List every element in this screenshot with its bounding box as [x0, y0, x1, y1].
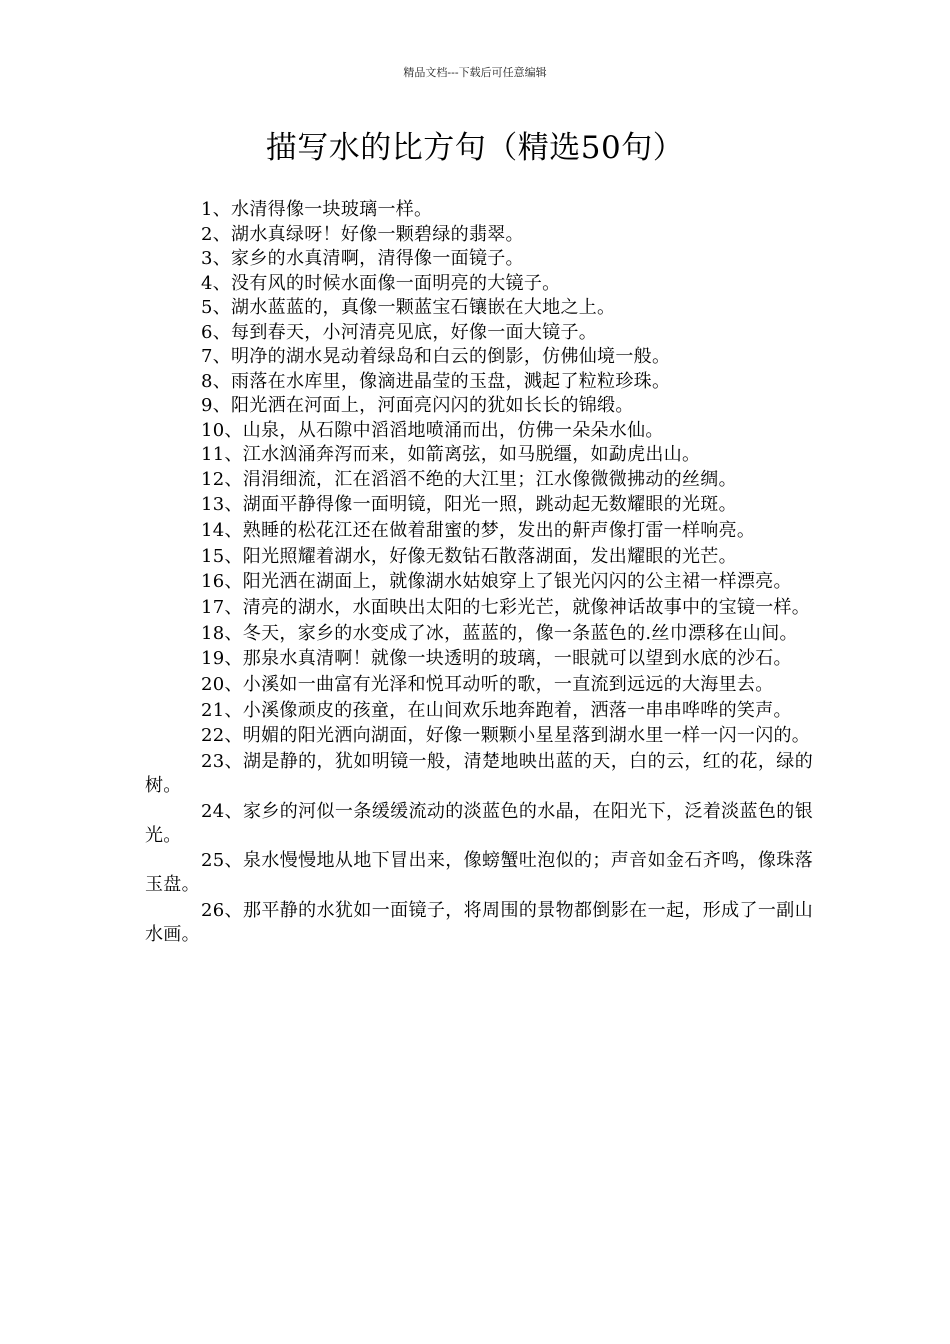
- sentence-item: 26、那平静的水犹如一面镜子，将周围的景物都倒影在一起，形成了一副山水画。: [145, 900, 813, 946]
- sentence-item: 7、明净的湖水晃动着绿岛和白云的倒影，仿佛仙境一般。: [201, 346, 671, 367]
- sentence-item: 17、清亮的湖水，水面映出太阳的七彩光芒，就像神话故事中的宝镜一样。: [201, 596, 811, 618]
- sentence-item: 12、涓涓细流，汇在滔滔不绝的大江里；江水像微微拂动的丝绸。: [201, 468, 737, 490]
- sentence-item: 18、冬天，家乡的水变成了冰，蓝蓝的，像一条蓝色的.丝巾漂移在山间。: [201, 622, 798, 644]
- sentence-item: 20、小溪如一曲富有光泽和悦耳动听的歌，一直流到远远的大海里去。: [201, 674, 774, 695]
- sentence-item: 23、湖是静的，犹如明镜一般，清楚地映出蓝的天，白的云，红的花，绿的树。: [145, 751, 813, 797]
- header-note: 精品文档---下载后可任意编辑: [403, 66, 547, 79]
- sentence-item: 5、湖水蓝蓝的，真像一颗蓝宝石镶嵌在大地之上。: [201, 297, 616, 318]
- sentence-list: [145, 198, 813, 949]
- sentence-item: 19、那泉水真清啊！就像一块透明的玻璃，一眼就可以望到水底的沙石。: [201, 648, 792, 670]
- sentence-item: 3、家乡的水真清啊，清得像一面镜子。: [201, 248, 524, 269]
- sentence-item: 14、熟睡的松花江还在做着甜蜜的梦，发出的鼾声像打雷一样响亮。: [201, 519, 756, 541]
- sentence-item: 22、明媚的阳光洒向湖面，好像一颗颗小星星落到湖水里一样一闪一闪的。: [201, 725, 811, 747]
- sentence-item: 25、泉水慢慢地从地下冒出来，像螃蟹吐泡似的；声音如金石齐鸣，像珠落玉盘。: [145, 850, 813, 896]
- sentence-item: 8、雨落在水库里，像滴进晶莹的玉盘，溅起了粒粒珍珠。: [201, 370, 671, 392]
- sentence-item: 21、小溪像顽皮的孩童，在山间欢乐地奔跑着，洒落一串串哗哗的笑声。: [201, 699, 792, 721]
- sentence-item: 4、没有风的时候水面像一面明亮的大镜子。: [201, 272, 561, 294]
- sentence-item: 6、每到春天，小河清亮见底，好像一面大镜子。: [201, 321, 598, 343]
- sentence-item: 15、阳光照耀着湖水，好像无数钻石散落湖面，发出耀眼的光芒。: [201, 545, 737, 567]
- document-title: 描写水的比方句（精选50句）: [265, 130, 685, 166]
- sentence-item: 16、阳光洒在湖面上，就像湖水姑娘穿上了银光闪闪的公主裙一样漂亮。: [201, 571, 792, 593]
- sentence-item: 9、阳光洒在河面上，河面亮闪闪的犹如长长的锦缎。: [201, 395, 634, 416]
- sentence-item: 13、湖面平静得像一面明镜，阳光一照，跳动起无数耀眼的光斑。: [201, 494, 737, 516]
- sentence-item: 11、江水汹涌奔泻而来，如箭离弦，如马脱缰，如勐虎出山。: [201, 444, 701, 465]
- sentence-item: 2、湖水真绿呀！好像一颗碧绿的翡翠。: [201, 223, 524, 245]
- sentence-item: 1、水清得像一块玻璃一样。: [201, 199, 433, 220]
- sentence-item: 10、山泉，从石隙中滔滔地喷涌而出，仿佛一朵朵水仙。: [201, 419, 664, 441]
- sentence-item: 24、家乡的河似一条缓缓流动的淡蓝色的水晶，在阳光下，泛着淡蓝色的银光。: [145, 800, 813, 846]
